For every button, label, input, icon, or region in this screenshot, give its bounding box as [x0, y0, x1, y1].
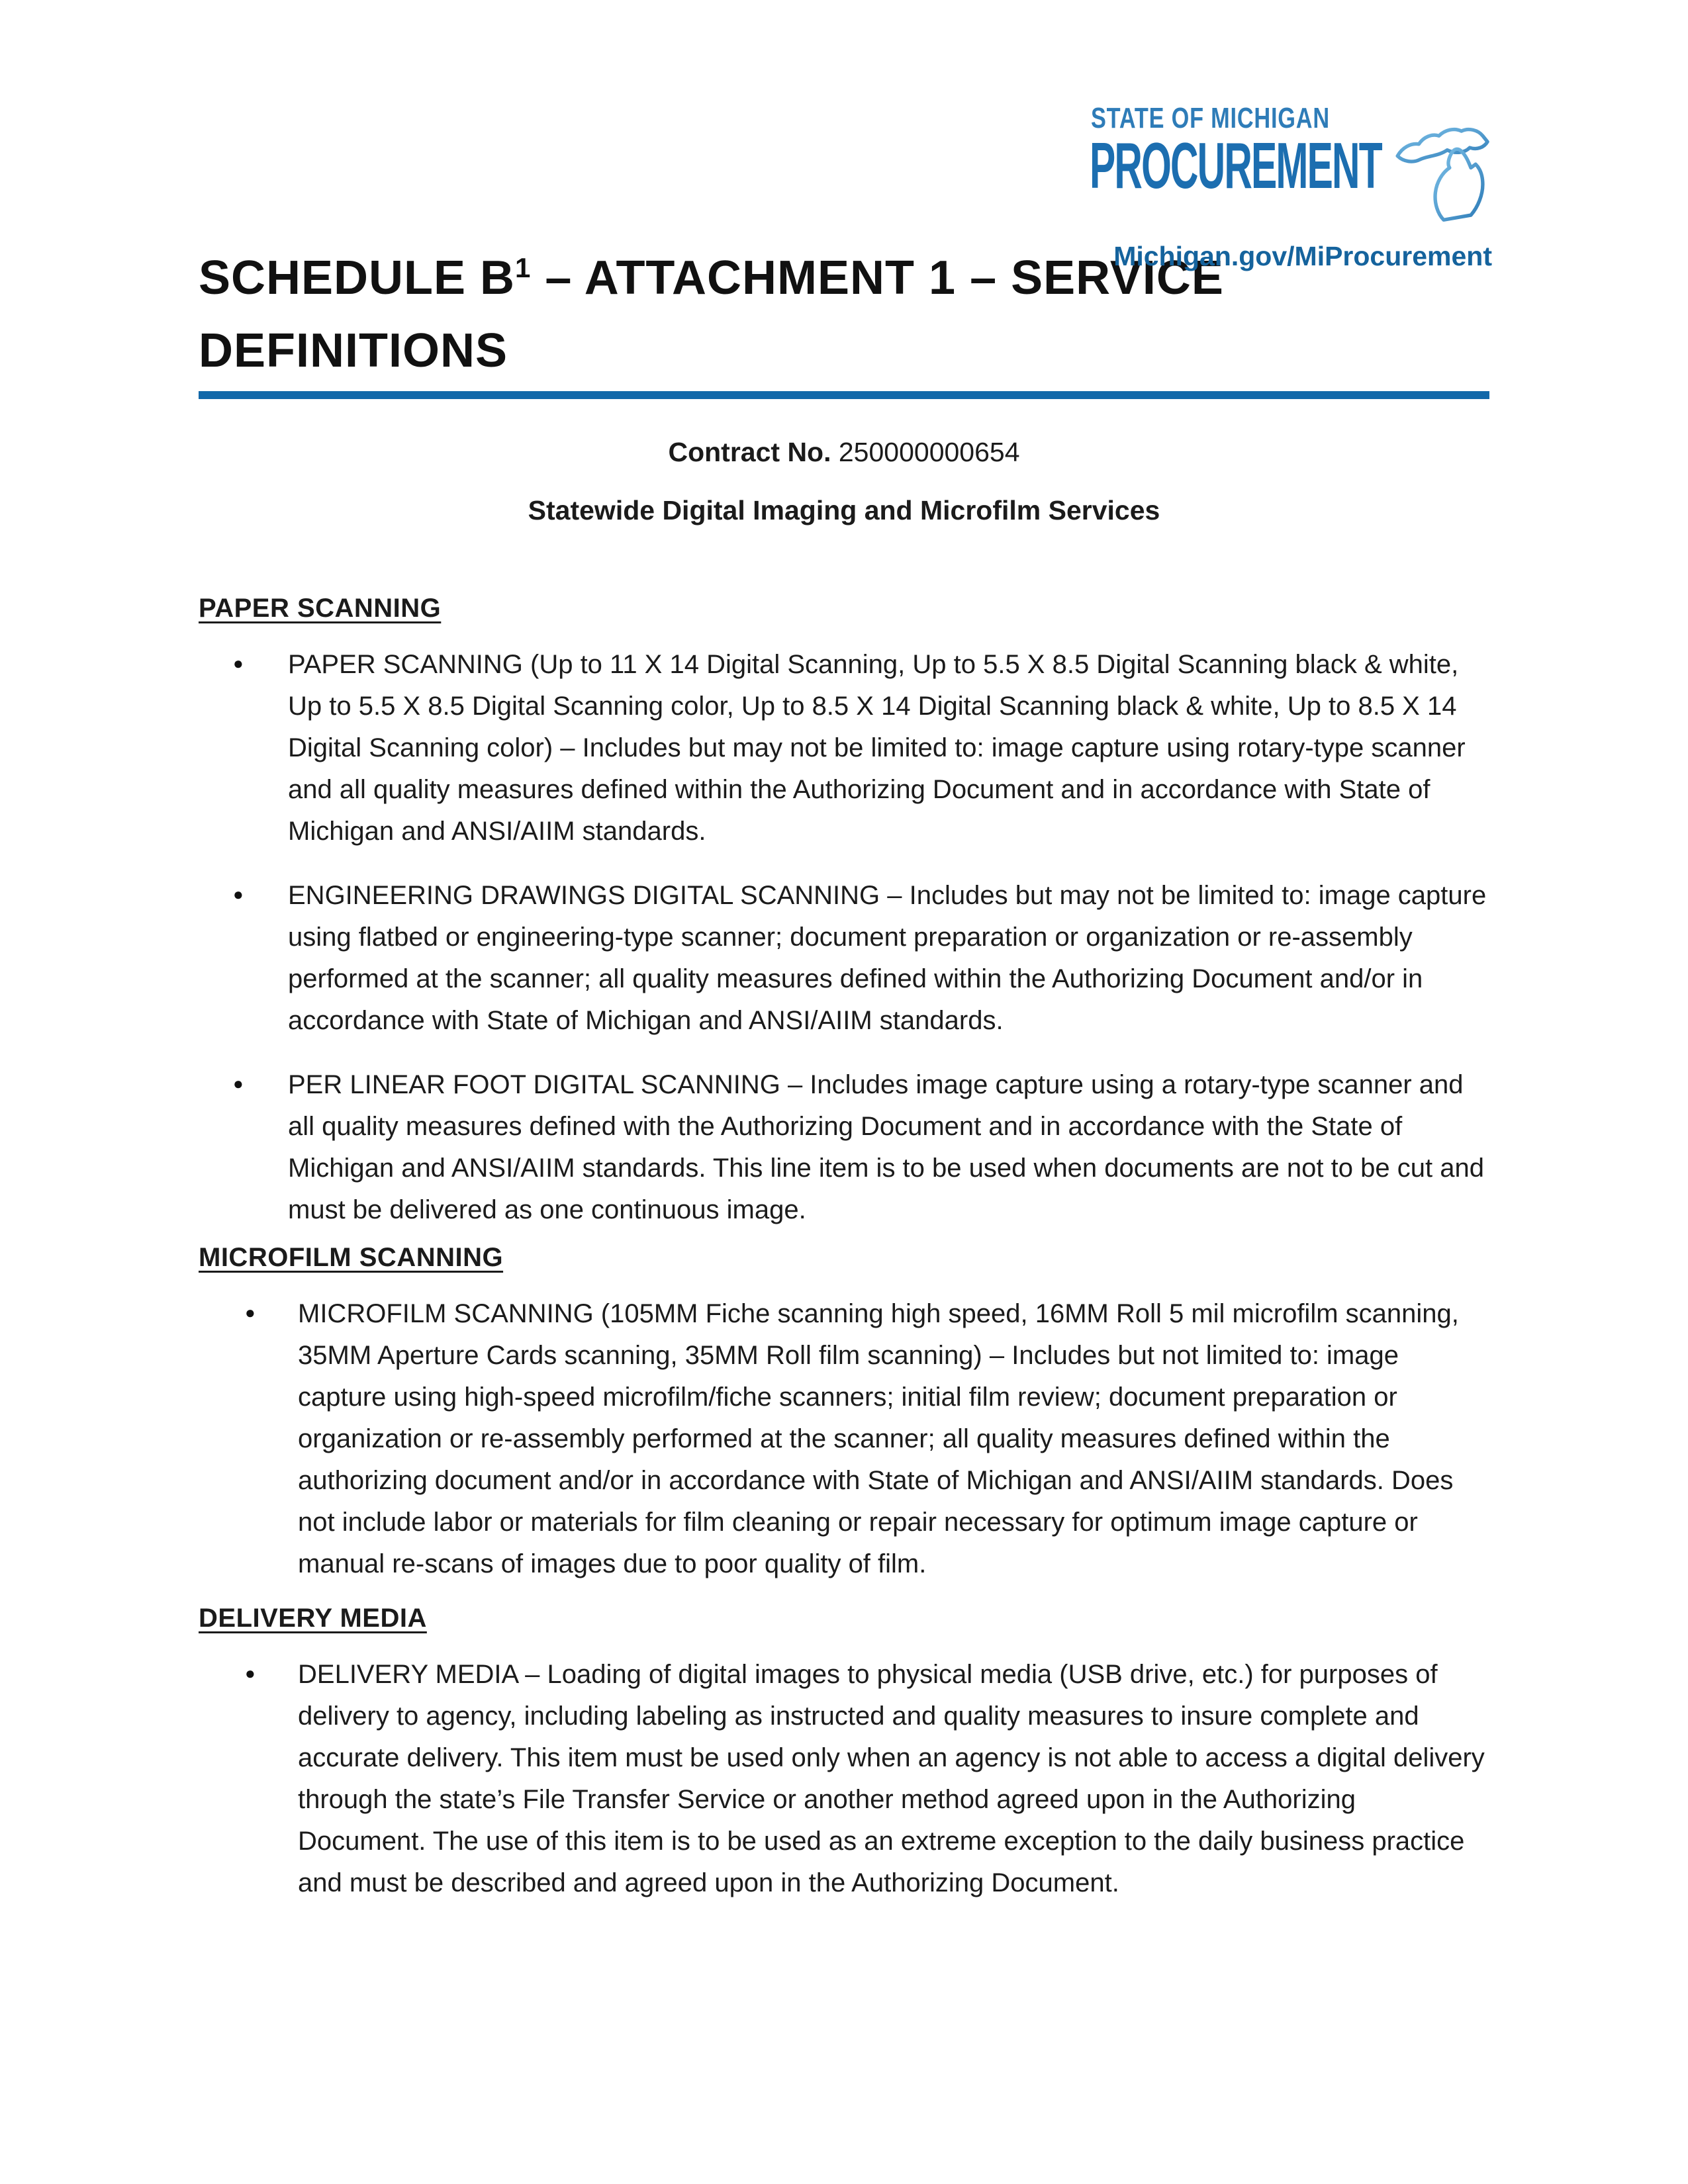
- bullet-text: PAPER SCANNING (Up to 11 X 14 Digital Scanning, Up to 5.5 X 8.5 Digital Scanning black & white, Up to 5.5 X 8.5 Digital Scanning color, Up to 8.5 X 14 Digital Scanning black & white, Up to 8.5 X 14 Digital Scanning color) – Includes but may not be limited to: image capture using rotary-type scanner and all quality measures defined within the Authorizing Document and in accordance with State of Michigan and ANSI/AIIM standards.: [288, 650, 1466, 846]
- delivery-media-list: [199, 1654, 1489, 1904]
- title-footnote-superscript: 1: [515, 252, 532, 283]
- logo-brand-line: PROCUREMENT: [1090, 129, 1382, 202]
- logo-url-text: Michigan.gov/MiProcurement: [1113, 241, 1492, 271]
- title-prefix: SCHEDULE B: [199, 251, 516, 304]
- bullet-text: ENGINEERING DRAWINGS DIGITAL SCANNING – Includes but may not be limited to: image capture using flatbed or engineering-type scanner; document preparation or organization or re-assembly performed at the scanner; all quality measures defined within the Authorizing Document and/or in accordance with State of Michigan and ANSI/AIIM standards.: [288, 881, 1487, 1035]
- title-suffix: – ATTACHMENT 1 – SERVICE DEFINITIONS: [199, 251, 1224, 377]
- list-item: [199, 644, 1489, 852]
- microfilm-scanning-list: [199, 1293, 1489, 1585]
- contract-subtitle: Statewide Digital Imaging and Microfilm Services: [528, 495, 1160, 525]
- contract-number-value: 250000000654: [831, 437, 1020, 467]
- list-item: [199, 875, 1489, 1042]
- michigan-state-outline-icon: [1393, 105, 1493, 237]
- bullet-text: PER LINEAR FOOT DIGITAL SCANNING – Includes image capture using a rotary-type scanner and all quality measures defined with the Authorizing Document and in accordance with the State of Michigan and ANSI/AIIM standards. This line item is to be used when documents are not to be cut and must be delivered as one continuous image.: [288, 1070, 1484, 1224]
- bullet-text: MICROFILM SCANNING (105MM Fiche scanning high speed, 16MM Roll 5 mil microfilm scanning, 35MM Aperture Cards scanning, 35MM Roll film scanning) – Includes but not limited to: image capture using high-speed microfilm/fiche scanners; initial film review; document preparation or organization or re-assembly performed at the scanner; all quality measures defined within the authorizing document and/or in accordance with State of Michigan and ANSI/AIIM standards. Does not include labor or materials for film cleaning or repair necessary for optimum image capture or manual re-scans of images due to poor quality of film.: [298, 1299, 1459, 1578]
- bullet-text: DELIVERY MEDIA – Loading of digital images to physical media (USB drive, etc.) for purposes of delivery to agency, including labeling as instructed and quality measures to insure complete and accurate delivery. This item must be used only when an agency is not able to access a digital delivery through the state’s File Transfer Service or another method agreed upon in the Authorizing Document. The use of this item is to be used as an extreme exception to the daily business practice and must be described and agreed upon in the Authorizing Document.: [298, 1660, 1485, 1897]
- logo-state-line: STATE OF MICHIGAN: [1091, 102, 1330, 134]
- section-heading-delivery-media: DELIVERY MEDIA: [199, 1604, 427, 1633]
- section-heading-microfilm-scanning: MICROFILM SCANNING: [199, 1243, 504, 1272]
- som-procurement-logo: [1084, 99, 1493, 275]
- list-item: [199, 1064, 1489, 1231]
- contract-number-label: Contract No.: [668, 437, 831, 467]
- section-heading-paper-scanning: PAPER SCANNING: [199, 594, 442, 623]
- paper-scanning-list: [199, 644, 1489, 1231]
- list-item: [199, 1654, 1489, 1904]
- document-content: [199, 242, 1489, 1904]
- contract-number-line: [199, 433, 1489, 471]
- title-underline-rule: [199, 391, 1489, 399]
- list-item: [199, 1293, 1489, 1585]
